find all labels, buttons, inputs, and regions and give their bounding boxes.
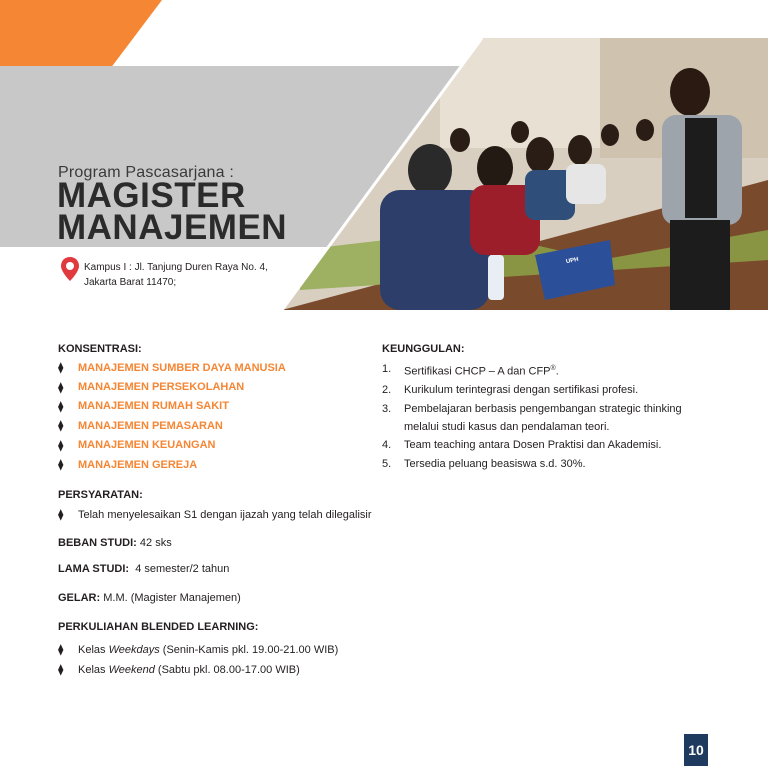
list-item: ⧫ MANAJEMEN PERSEKOLAHAN	[58, 381, 245, 394]
diamond-bullet-icon: ⧫	[58, 509, 64, 521]
diamond-bullet-icon: ⧫	[58, 420, 64, 433]
gelar: GELAR: M.M. (Magister Manajemen)	[58, 592, 241, 604]
diamond-bullet-icon: ⧫	[58, 381, 64, 394]
diamond-bullet-icon: ⧫	[58, 362, 64, 375]
konsentrasi-list	[58, 358, 286, 474]
lama-studi: LAMA STUDI: 4 semester/2 tahun	[58, 563, 230, 575]
diamond-bullet-icon: ⧫	[58, 400, 64, 413]
konsentrasi-heading: KONSENTRASI:	[58, 343, 142, 355]
list-item: ⧫ MANAJEMEN SUMBER DAYA MANUSIA	[58, 361, 286, 375]
persyaratan-heading: PERSYARATAN:	[58, 489, 143, 501]
blended-learning-heading: PERKULIAHAN BLENDED LEARNING:	[58, 621, 259, 633]
diamond-bullet-icon: ⧫	[58, 459, 64, 472]
list-item: ⧫ MANAJEMEN RUMAH SAKIT	[58, 400, 229, 413]
list-item: 1. Sertifikasi CHCP – A dan CFP®.	[382, 363, 559, 378]
beban-studi: BEBAN STUDI: 42 sks	[58, 537, 172, 549]
list-item: 4. Team teaching antara Dosen Praktisi dan Akademisi.	[382, 439, 662, 452]
list-item: ⧫ MANAJEMEN PEMASARAN	[58, 419, 223, 433]
diamond-bullet-icon: ⧫	[58, 439, 64, 452]
diamond-bullet-icon: ⧫	[58, 664, 64, 676]
title-line-1: MAGISTER	[57, 176, 246, 215]
location-pin-icon	[60, 256, 80, 282]
bag-logo-text: UPH	[565, 256, 580, 266]
list-item: ⧫ Kelas Weekdays (Senin-Kamis pkl. 19.00-21.00 WIB)	[58, 643, 339, 656]
list-item: 3. Pembelajaran berbasis pengembangan strategic thinking melalui studi kasus dan pendalaman teori.	[382, 402, 682, 433]
keunggulan-heading: KEUNGGULAN:	[382, 343, 465, 355]
page-title	[57, 176, 288, 247]
list-item: ⧫ MANAJEMEN KEUANGAN	[58, 439, 216, 452]
list-item: 5. Tersedia peluang beasiswa s.d. 30%.	[382, 457, 586, 470]
address-line-1: Kampus I : Jl. Tanjung Duren Raya No. 4,	[84, 262, 268, 273]
persyaratan-item: ⧫ Telah menyelesaikan S1 dengan ijazah yang telah dilegalisir	[58, 508, 372, 521]
diamond-bullet-icon: ⧫	[58, 644, 64, 656]
campus-address	[84, 260, 268, 290]
list-item: ⧫ MANAJEMEN GEREJA	[58, 458, 198, 472]
address-line-2: Jakarta Barat 11470;	[84, 277, 177, 288]
list-item: 2. Kurikulum terintegrasi dengan sertifikasi profesi.	[382, 384, 639, 397]
title-line-2: MANAJEMEN	[57, 208, 288, 247]
page-number: 10	[684, 734, 708, 766]
keunggulan-list	[382, 360, 704, 473]
list-item: ⧫ Kelas Weekend (Sabtu pkl. 08.00-17.00 WIB)	[58, 663, 300, 676]
program-subtitle: Program Pascasarjana :	[58, 164, 235, 181]
